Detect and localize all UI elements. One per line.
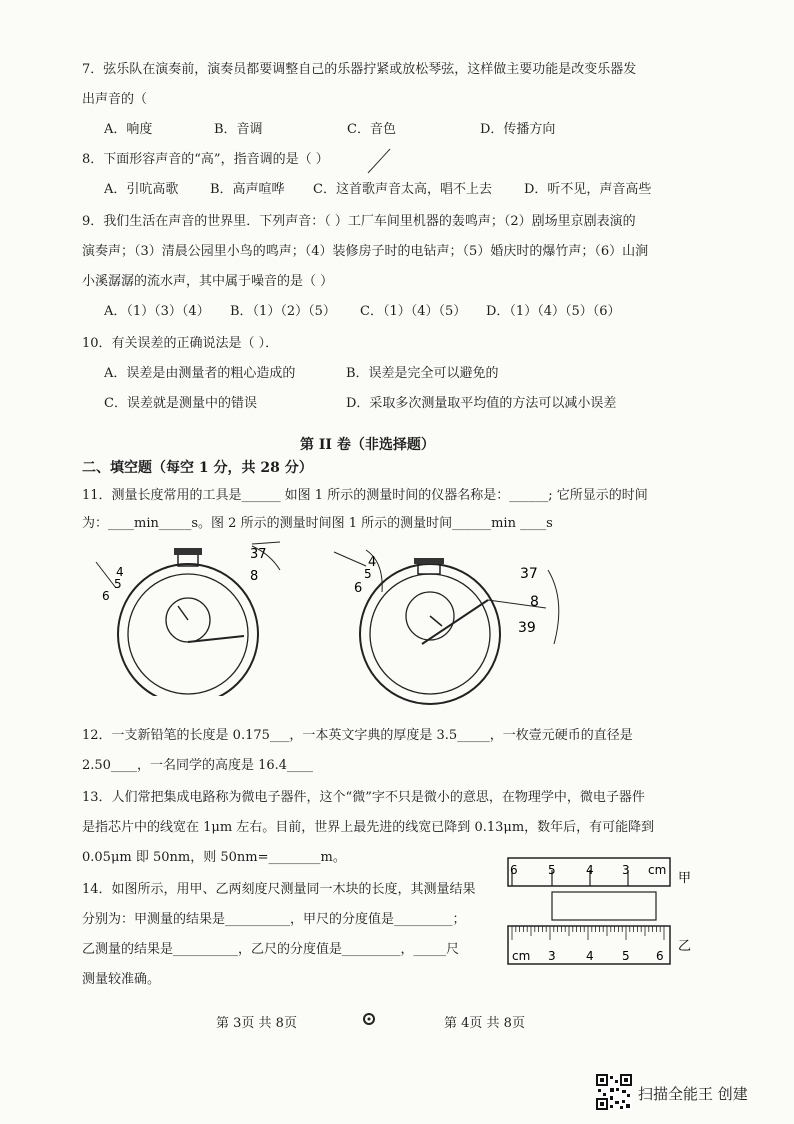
q9-line3: 小溪潺潺的流水声，其中属于噪音的是（ ） bbox=[82, 274, 334, 289]
q9-option-b: B．（1）（2）（5） bbox=[230, 304, 336, 319]
q8-option-a: A．引吭高歌 bbox=[104, 182, 179, 197]
q9-option-d: D．（1）（4）（5）（6） bbox=[486, 304, 621, 319]
binding-hole-icon bbox=[362, 1012, 376, 1026]
ruler-jia-label: 甲 bbox=[678, 871, 692, 886]
q10-line1: 10．有关误差的正确说法是（ ）． bbox=[82, 336, 279, 351]
q9-option-c: C．（1）（4）（5） bbox=[360, 304, 467, 319]
q7-option-c: C．音色 bbox=[347, 122, 396, 137]
stopwatch-outer-ring bbox=[118, 564, 258, 696]
wooden-block bbox=[552, 892, 656, 920]
q13-line2: 是指芯片中的线宽在 1μm 左右。目前，世界上最先进的线宽已降到 0.13μm，数年后，有可能降到 bbox=[82, 820, 655, 835]
q9-line1: 9．我们生活在声音的世界里．下列声音：（ ）工厂车间里机器的轰鸣声；（2）剧场里京剧表演的 bbox=[82, 214, 636, 229]
q10-option-b: B．误差是完全可以避免的 bbox=[346, 366, 499, 381]
q14-line3: 乙测量的结果是__________，乙尺的分度值是_________，_____尺 bbox=[82, 942, 460, 957]
ruler-jia-number-4: 4 bbox=[586, 863, 594, 877]
stopwatch-dial bbox=[128, 574, 248, 694]
q10-option-a: A．误差是由测量者的粗心造成的 bbox=[104, 366, 296, 381]
q13-line3: 0.05μm 即 50nm，则 50nm=________m。 bbox=[82, 850, 346, 865]
fig2-label-37: 37 bbox=[520, 566, 538, 582]
stopwatch-figure-2 bbox=[330, 536, 580, 706]
pencil-mark bbox=[365, 146, 393, 176]
footer-page-right: 第 4页 共 8页 bbox=[444, 1016, 525, 1031]
stopwatch-button bbox=[414, 558, 444, 564]
ruler-yi-label: 乙 bbox=[678, 939, 692, 954]
q7-option-d: D．传播方向 bbox=[480, 122, 556, 137]
fig1-label-5: 5 bbox=[114, 577, 122, 591]
minute-hand bbox=[430, 616, 442, 626]
q11-line1: 11．测量长度常用的工具是______ 如图 1 所示的测量时间的仪器名称是：______; 它所显示的时间 bbox=[82, 488, 648, 503]
q7-option-a: A．响度 bbox=[104, 122, 153, 137]
q8-option-d: D．听不见，声音高些 bbox=[524, 182, 652, 197]
fig2-label-5: 5 bbox=[364, 567, 372, 581]
q12-line2: 2.50____，一名同学的高度是 16.4____ bbox=[82, 758, 314, 773]
footer-page-left: 第 3页 共 8页 bbox=[216, 1016, 297, 1031]
q7-option-b: B．音调 bbox=[214, 122, 263, 137]
fig1-label-4: 4 bbox=[116, 565, 124, 579]
fig1-label-37: 37 bbox=[250, 547, 267, 562]
q14-line1: 14．如图所示，用甲、乙两刻度尺测量同一木块的长度，其测量结果 bbox=[82, 882, 476, 897]
second-hand bbox=[422, 600, 488, 644]
minute-hand bbox=[178, 606, 188, 620]
second-hand bbox=[188, 636, 244, 642]
ruler-jia-number-6: 6 bbox=[510, 863, 518, 877]
ruler-yi-number-4: 4 bbox=[586, 949, 594, 963]
q8-option-b: B．高声喧哗 bbox=[210, 182, 285, 197]
ruler-yi-number-3: 3 bbox=[548, 949, 556, 963]
ruler-yi-unit: cm bbox=[512, 949, 531, 963]
q14-line4: 测量较准确。 bbox=[82, 972, 161, 987]
section-title: 第 II 卷（非选择题） bbox=[300, 437, 435, 453]
ruler-jia-number-3: 3 bbox=[622, 863, 630, 877]
q10-option-c: C．误差就是测量中的错误 bbox=[104, 396, 257, 411]
q8-option-c: C．这首歌声音太高，唱不上去 bbox=[313, 182, 492, 197]
stopwatch-figure-1 bbox=[92, 536, 302, 696]
q7-line2: 出声音的（ bbox=[82, 92, 148, 107]
q9-option-a: A．（1）（3）（4） bbox=[104, 304, 210, 319]
fig2-label-39: 39 bbox=[518, 620, 536, 636]
q7-line1: 7．弦乐队在演奏前，演奏员都要调整自己的乐器拧紧或放松琴弦，这样做主要功能是改变乐器发 bbox=[82, 62, 637, 77]
fig1-label-8: 8 bbox=[250, 569, 259, 584]
fig2-label-8: 8 bbox=[530, 594, 539, 610]
q11-line2: 为：____min_____s。图 2 所示的测量时间图 1 所示的测量时间______min ____s bbox=[82, 516, 553, 531]
ruler-yi-number-5: 5 bbox=[622, 949, 630, 963]
stopwatch-outer-ring bbox=[360, 564, 500, 704]
fig1-label-6: 6 bbox=[102, 589, 110, 603]
scanner-watermark: 扫描全能王 创建 bbox=[638, 1085, 748, 1103]
q10-option-d: D．采取多次测量取平均值的方法可以减小误差 bbox=[346, 396, 617, 411]
q12-line1: 12．一支新铅笔的长度是 0.175___，一本英文字典的厚度是 3.5_____，一枚壹元硬币的直径是 bbox=[82, 728, 633, 743]
ruler-jia-unit: cm bbox=[648, 863, 667, 877]
ruler-yi-number-6: 6 bbox=[656, 949, 664, 963]
section-subtitle: 二、填空题（每空 1 分，共 28 分） bbox=[82, 460, 313, 476]
q13-line1: 13．人们常把集成电路称为微电子器件，这个“微”字不只是微小的意思，在物理学中，微电子器件 bbox=[82, 790, 645, 805]
fig2-label-4: 4 bbox=[368, 555, 377, 570]
q14-line2: 分别为：甲测量的结果是__________，甲尺的分度值是_________； bbox=[82, 912, 466, 927]
qr-code-icon bbox=[596, 1074, 632, 1110]
rulers-figure bbox=[500, 856, 700, 968]
q8-line1: 8．下面形容声音的“高”，指音调的是（ ） bbox=[82, 152, 329, 167]
stopwatch-button bbox=[174, 548, 202, 555]
q9-line2: 演奏声；（3）清晨公园里小鸟的鸣声；（4）装修房子时的电钻声；（5）婚庆时的爆竹声；（6）山涧 bbox=[82, 244, 649, 259]
fig2-label-6: 6 bbox=[354, 581, 363, 596]
ruler-jia-number-5: 5 bbox=[548, 863, 556, 877]
